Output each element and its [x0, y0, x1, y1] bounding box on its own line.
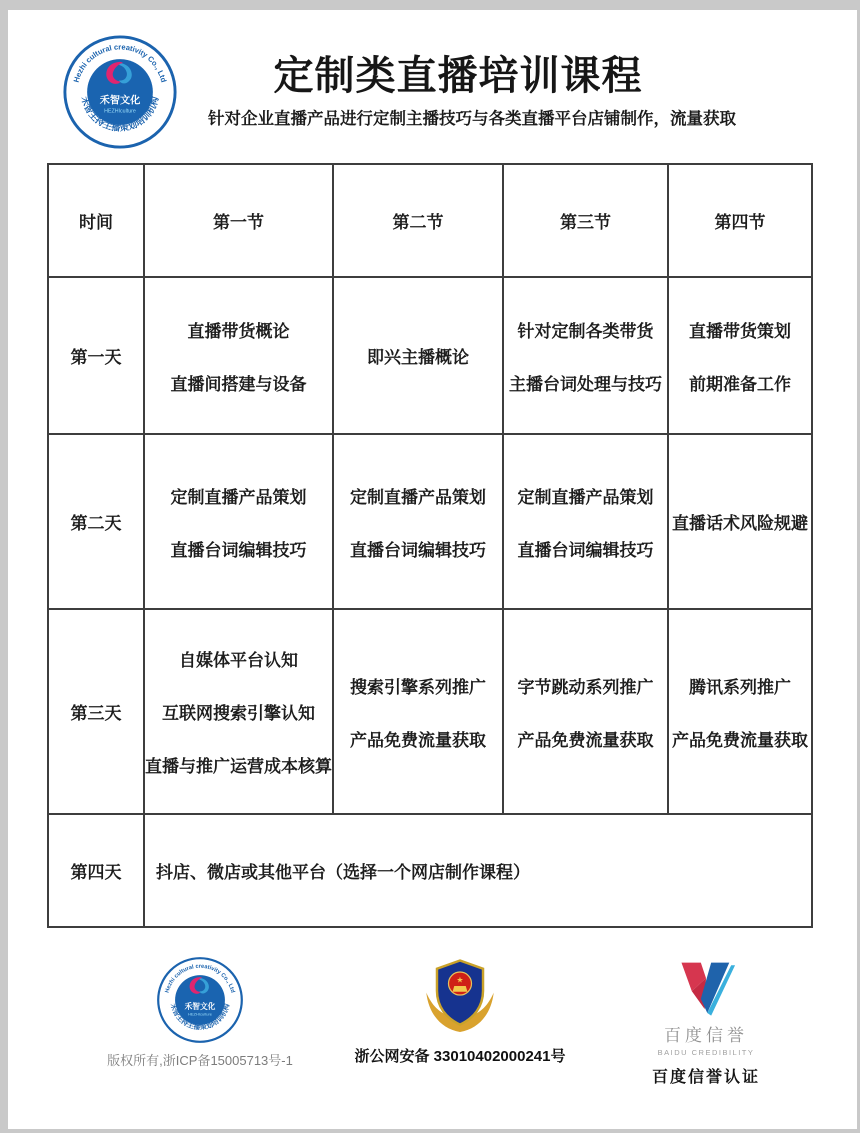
schedule-cell	[334, 435, 504, 610]
header	[208, 54, 736, 129]
course-line: 直播与推广运营成本核算	[145, 757, 332, 776]
schedule-cell	[504, 435, 669, 610]
course-line: 直播台词编辑技巧	[170, 540, 307, 560]
day-label: 第三天	[49, 610, 145, 815]
course-line: 主播台词处理与技巧	[509, 374, 662, 394]
baidu-credibility-en: BAIDU CREDIBILITY	[657, 1048, 755, 1057]
day-label: 第四天	[49, 815, 145, 928]
col-header-session4: 第四节	[669, 165, 813, 278]
schedule-cell	[504, 278, 669, 435]
course-line: 自媒体平台认知	[179, 651, 298, 670]
icp-number: 版权所有,浙ICP备15005713号-1	[107, 1053, 293, 1068]
day-label: 第一天	[49, 278, 145, 435]
baidu-credibility-cn: 百度信誉	[664, 1026, 748, 1045]
schedule-cell	[145, 610, 334, 815]
course-line: 直播话术风险规避	[672, 514, 808, 533]
schedule-cell-span	[145, 815, 813, 928]
footer-copyright-block	[60, 956, 340, 1069]
baidu-cert-label: 百度信誉认证	[651, 1069, 760, 1086]
schedule-cell	[669, 435, 813, 610]
course-line: 直播带货策划	[689, 321, 791, 341]
course-line: 腾讯系列推广	[689, 677, 791, 697]
col-header-session3: 第三节	[504, 165, 669, 278]
course-line: 产品免费流量获取	[350, 730, 486, 750]
course-line: 产品免费流量获取	[672, 730, 808, 750]
course-line: 直播带货概论	[187, 321, 290, 341]
course-line: 抖店、微店或其他平台（选择一个网店制作课程）	[156, 863, 530, 882]
hezhi-logo-small	[156, 956, 244, 1044]
course-line: 即兴主播概论	[367, 348, 469, 367]
course-line: 定制直播产品策划	[350, 487, 486, 507]
schedule-cell	[669, 278, 813, 435]
course-line: 前期准备工作	[689, 374, 791, 394]
schedule-table	[47, 163, 813, 928]
col-header-session2: 第二节	[334, 165, 504, 278]
footer-police-block	[320, 958, 600, 1066]
course-line: 字节跳动系列推广	[517, 677, 654, 697]
course-line: 直播台词编辑技巧	[517, 540, 654, 560]
course-line: 直播间搭建与设备	[170, 374, 307, 394]
schedule-cell	[145, 278, 334, 435]
course-line: 针对定制各类带货	[517, 321, 654, 341]
course-line: 定制直播产品策划	[170, 487, 307, 507]
page-title: 定制类直播培训课程	[273, 54, 643, 98]
police-badge-icon	[423, 958, 497, 1037]
col-header-time: 时间	[49, 165, 145, 278]
footer-baidu-block	[600, 960, 812, 1087]
schedule-cell	[145, 435, 334, 610]
day-label: 第二天	[49, 435, 145, 610]
baidu-v-icon	[675, 960, 737, 1017]
schedule-cell	[334, 278, 504, 435]
schedule-cell	[334, 610, 504, 815]
col-header-session1: 第一节	[145, 165, 334, 278]
police-record-number: 浙公网安备 33010402000241号	[354, 1048, 566, 1065]
hezhi-logo	[62, 34, 178, 150]
schedule-cell	[504, 610, 669, 815]
course-line: 定制直播产品策划	[517, 487, 654, 507]
course-line: 搜索引擎系列推广	[350, 677, 486, 697]
course-line: 直播台词编辑技巧	[350, 540, 486, 560]
schedule-cell	[669, 610, 813, 815]
course-line: 互联网搜索引擎认知	[162, 704, 315, 723]
course-line: 产品免费流量获取	[517, 730, 654, 750]
page-subtitle: 针对企业直播产品进行定制主播技巧与各类直播平台店铺制作，流量获取	[208, 110, 736, 128]
